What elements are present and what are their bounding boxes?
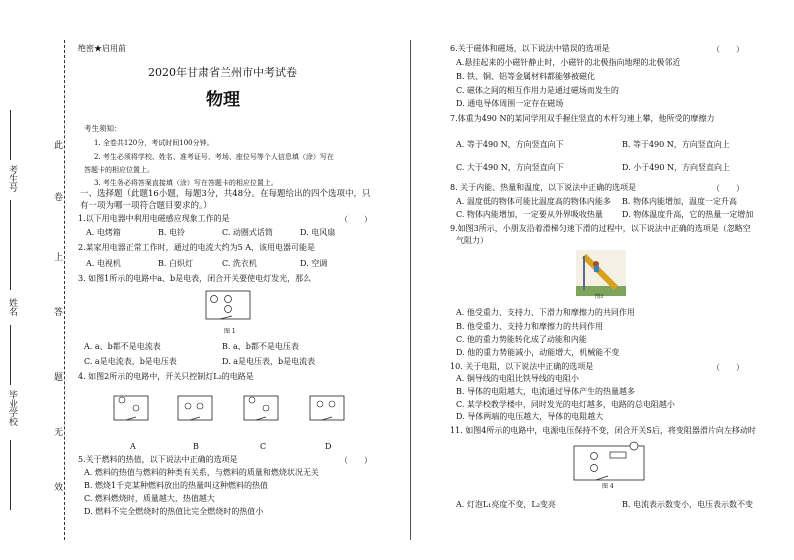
column-divider xyxy=(410,40,411,540)
section-heading: 有一项为哪一项符合题目要求的。） xyxy=(80,201,212,211)
question-stem: 气阻力） xyxy=(456,236,488,245)
option: C. 燃料燃烧时，质量越大，热值越大 xyxy=(84,494,215,503)
option: A.悬挂起来的小磁针静止时，小磁针的北极指向地理的北极邻近 xyxy=(456,58,681,67)
option: A. 燃料的热值与燃料的种类有关系，与燃料的质量和燃烧状况无关 xyxy=(84,468,319,477)
question-stem: 9.如图3所示，小朋友沿着滑梯匀速下滑的过程中，以下说法中正确的选项是（忽略空 xyxy=(450,224,751,233)
option: C. 某学校教学楼中，同时发光的电灯越多，电路的总电阻越小 xyxy=(456,400,675,409)
option: A. 铜导线的电阻比铁导线的电阻小 xyxy=(456,374,579,383)
option: D. 他的重力势能减小，动能增大，机械能不变 xyxy=(456,348,620,357)
option: D. 小于490 N，方向竖直向上 xyxy=(622,163,731,172)
option: B. 他受重力、支持力和摩擦力的共同作用 xyxy=(456,322,603,331)
option: B. 白炽灯 xyxy=(158,259,193,268)
figure-label: C xyxy=(260,442,267,451)
fill-line xyxy=(10,440,11,510)
option: B. a、b都不是电压表 xyxy=(222,342,299,351)
circuit-figure-4 xyxy=(566,438,650,484)
option: C. 大于490 N，方向竖直向下 xyxy=(456,163,564,172)
margin-char: 题 xyxy=(54,373,64,383)
notes-line: 1. 全卷共120分，考试时间100分钟。 xyxy=(94,139,214,147)
option: A. 电视机 xyxy=(86,259,121,268)
fill-line xyxy=(10,325,11,385)
option: B. 电铃 xyxy=(158,228,185,237)
option: A. 灯泡L₁亮度不变，L₂变亮 xyxy=(456,500,556,509)
option: D. 物体温度升高，它的热量一定增加 xyxy=(622,210,754,219)
question-stem: 4. 如图2所示的电路中，开关只控制灯L₂的电路是 xyxy=(78,372,254,381)
option: B. 燃烧1千克某种燃料放出的热量叫这种燃料的热值 xyxy=(84,481,269,490)
section-heading: 一、选择题（此题16小题，每题3分，共48分。在每题给出的四个选项中，只 xyxy=(80,189,371,199)
figure-caption: 图 1 xyxy=(224,328,236,335)
option: C. 动圈式话筒 xyxy=(222,228,273,237)
answer-paren: （ ） xyxy=(712,363,744,372)
option: C. a是电流表，b是电压表 xyxy=(84,357,177,366)
option: D. a是电压表，b是电流表 xyxy=(222,357,316,366)
option: D. 电风扇 xyxy=(300,228,336,237)
question-stem: 1.以下用电器中利用电磁感应现象工作的是 xyxy=(78,214,230,223)
option: A. 电烤箱 xyxy=(86,228,121,237)
answer-paren: （ ） xyxy=(712,45,744,54)
slide-figure xyxy=(576,250,626,296)
option: A. 等于490 N，方向竖直向下 xyxy=(456,140,564,149)
margin-char: 卷 xyxy=(54,193,64,203)
name-label: 姓名 xyxy=(7,298,17,316)
circuit-figure-2d xyxy=(308,392,348,426)
margin-char: 效 xyxy=(54,483,64,493)
question-stem: 11. 如图4所示的电路中，电源电压保持不变，闭合开关S后，将变阻器滑片向左移动时 xyxy=(450,426,756,435)
answer-paren: （ ） xyxy=(340,215,372,224)
question-stem: 2.某家用电器正常工作时，通过的电流大约为5 A，该用电器可能是 xyxy=(78,243,316,252)
option: D. 燃料不完全燃烧时的热值比完全燃烧时的热值小 xyxy=(84,507,264,516)
binding-dashed-line xyxy=(64,40,65,540)
question-stem: 7.体重为490 N的某同学用双手握住竖直的木杆匀速上攀，他所受的摩擦力 xyxy=(450,114,715,123)
option: B. 导体的电阻越大，电流通过导体产生的热量越多 xyxy=(456,387,635,396)
option: B. 物体内能增加，温度一定升高 xyxy=(622,197,737,206)
margin-char: 答 xyxy=(54,308,64,318)
margin-char: 此 xyxy=(54,141,64,151)
figure-label: A xyxy=(130,442,136,451)
notes-line: 3. 考生务必将答案直接填（涂）写在答题卡的相应位置上。 xyxy=(94,179,278,187)
notes-line: 答题卡的相应位置上。 xyxy=(84,166,154,174)
question-stem: 5.关于燃料的热值，以下说法中正确的选项是 xyxy=(78,455,238,464)
option: D. 导体两端的电压越大，导体的电阻越大 xyxy=(456,412,604,421)
question-stem: 10. 关于电阻，以下说法中正确的选项是 xyxy=(450,362,594,371)
secret-mark: 绝密★启用前 xyxy=(78,44,126,53)
subject-title: 物理 xyxy=(206,90,240,110)
option: B. 铁、铜、铝等金属材料都能够被磁化 xyxy=(456,72,595,81)
question-stem: 3. 如图1所示的电路中a、b是电表，闭合开关要使电灯发光，那么 xyxy=(78,274,312,283)
margin-char: 无 xyxy=(54,428,64,438)
option: D. 空调 xyxy=(300,259,328,268)
fill-line xyxy=(10,110,11,160)
option: A. 他受重力、支持力、下滑力和摩擦力的共同作用 xyxy=(456,308,635,317)
option: A. a、b都不是电流表 xyxy=(84,342,161,351)
candidate-number-label: 考生号 xyxy=(7,165,17,192)
option: B. 电流表示数变小，电压表示数不变 xyxy=(622,500,753,509)
notes-title: 考生须知： xyxy=(84,124,122,133)
notes-line: 2. 考生必须将学校、姓名、准考证号、考场、座位号等个人信息填（涂）写在 xyxy=(94,153,334,161)
fill-line xyxy=(10,200,11,290)
circuit-figure-2b xyxy=(176,392,216,426)
option: C. 洗衣机 xyxy=(222,259,257,268)
figure-label: D xyxy=(325,442,332,451)
option: C. 物体内能增加，一定要从外界吸收热量 xyxy=(456,210,603,219)
school-label: 毕业学校 xyxy=(7,390,17,426)
figure-caption: 图 4 xyxy=(602,483,614,490)
circuit-figure-2c xyxy=(242,392,282,426)
option: C. 他的重力势能转化成了动能和内能 xyxy=(456,335,587,344)
option: D. 通电导体周围一定存在磁场 xyxy=(456,99,564,108)
question-stem: 6.关于磁体和磁场，以下说法中错误的选项是 xyxy=(450,44,610,53)
figure-caption: 图3 xyxy=(595,294,604,300)
answer-paren: （ ） xyxy=(340,456,372,465)
exam-title: 2020年甘肃省兰州市中考试卷 xyxy=(148,66,297,79)
figure-label: B xyxy=(193,442,199,451)
circuit-figure-2a xyxy=(112,392,152,426)
option: C. 磁体之间的相互作用力是通过磁场而发生的 xyxy=(456,86,619,95)
option: A. 温度低的物体可能比温度高的物体内能多 xyxy=(456,197,611,206)
margin-char: 上 xyxy=(54,253,64,263)
question-stem: 8. 关于内能、热量和温度，以下说法中正确的选项是 xyxy=(450,183,637,192)
circuit-figure-1 xyxy=(202,287,254,327)
option: B. 等于490 N，方向竖直向上 xyxy=(622,140,730,149)
answer-paren: （ ） xyxy=(712,184,744,193)
